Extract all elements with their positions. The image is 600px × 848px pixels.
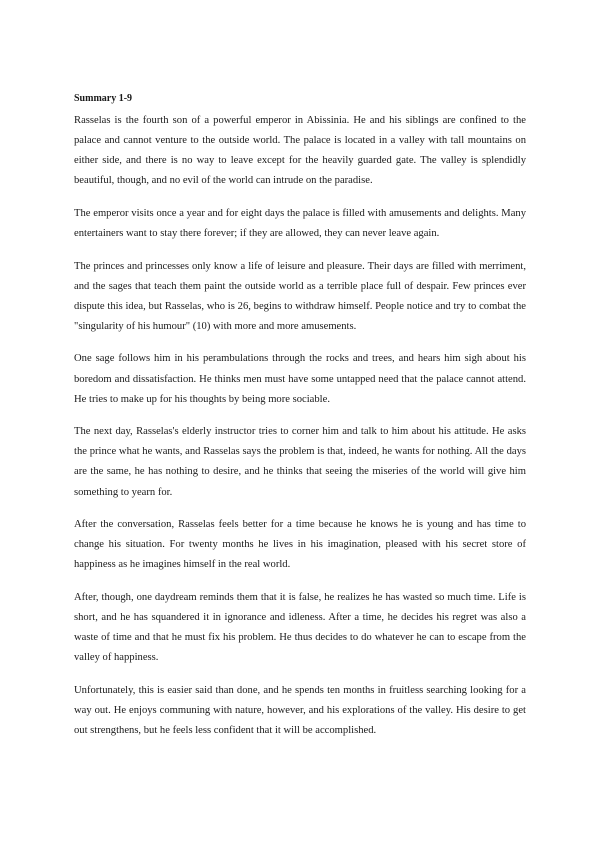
paragraph-8: Unfortunately, this is easier said than done, and he spends ten months in fruitless searching looking for a way out. He enjoys communing with nature, however, and his explorations of the valley. His desire to get out strengthens, but he feels less confident that it will be accomplished. [74,684,526,736]
paragraph-5: The next day, Rasselas's elderly instructor tries to corner him and talk to him about his attitude. He asks the prince what he wants, and Rasselas says the problem is that, indeed, he wants for nothing. All the days are the same, he has nothing to desire, and he thinks that seeing the miseries of the world will give him something to yearn for. [74,426,526,498]
paragraph-1: Rasselas is the fourth son of a powerful emperor in Abissinia. He and his siblings are confined to the palace and cannot venture to the outside world. The palace is located in a valley with tall mountains on either side, and there is no way to leave except for the heavily guarded gate. The valley is splendidly beautiful, though, and no evil of the world can intrude on the paradise. [74,115,526,187]
paragraph-2: The emperor visits once a year and for eight days the palace is filled with amusements and delights. Many entertainers want to stay there forever; if they are allowed, they can never leave again. [74,207,526,239]
paragraph-6: After the conversation, Rasselas feels better for a time because he knows he is young and has time to change his situation. For twenty months he lives in his imagination, pleased with his secret store of happiness as he imagines himself in the real world. [74,519,526,571]
document-page [74,92,526,754]
paragraph-3: The princes and princesses only know a life of leisure and pleasure. Their days are filled with merriment, and the sages that teach them paint the outside world as a terrible place full of despair. Few princes ever dispute this idea, but Rasselas, who is 26, begins to withdraw himself. People notice and try to combat the "singularity of his humour" (10) with more and more amusements. [74,260,526,332]
paragraph-4: One sage follows him in his perambulations through the rocks and trees, and hears him sigh about his boredom and dissatisfaction. He thinks men must have some untapped need that the palace cannot attend. He tries to make up for his thoughts by being more sociable. [74,353,526,405]
section-heading: Summary 1-9 [74,93,133,104]
paragraph-7: After, though, one daydream reminds them that it is false, he realizes he has wasted so much time. Life is short, and he has squandered it in ignorance and idleness. After a time, he decides his regret was also a waste of time and that he must fix his problem. He thus decides to do whatever he can to escape from the valley of happiness. [74,591,526,664]
